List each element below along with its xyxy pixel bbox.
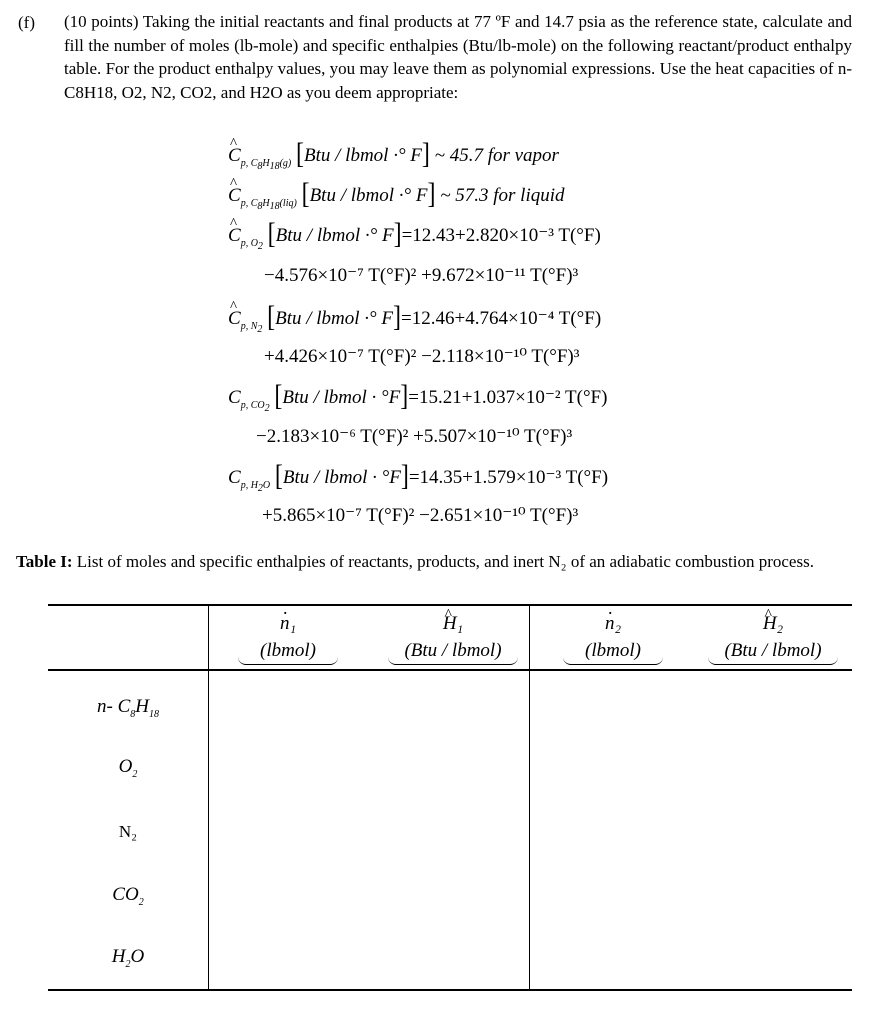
header-n2-symbol: . n₂ — [605, 610, 621, 638]
co2-line1-value: =15.21+1.037×10⁻² T(°F) — [408, 387, 608, 408]
equation-h2o-line1: $C_{p, H_2O}$ [Btu / lbmol · °F]=14.35+1.579×10⁻³ T(°F) — [228, 459, 609, 494]
header-h1-unit: (Btu / lbmol) — [388, 638, 518, 665]
header-n2 — [563, 610, 663, 665]
equation-n2-line2: +4.426×10⁻⁷ T(°F)² −2.118×10⁻¹⁰ T(°F)³ — [264, 346, 580, 367]
header-n1 — [238, 610, 338, 665]
header-n1-symbol: . n₁ — [280, 610, 296, 638]
header-h2-symbol: ^ H₂ — [763, 610, 783, 638]
table-caption-text: List of moles and specific enthalpies of reactants, products, and inert N₂ of an adiabatic combustion process. — [72, 552, 814, 571]
table-caption-bold: Table I: — [16, 552, 73, 571]
enthalpy-table — [48, 604, 852, 990]
table-header-rule — [48, 669, 852, 671]
table-col-divider-1 — [208, 604, 209, 990]
equation-o2-line2: −4.576×10⁻⁷ T(°F)² +9.672×10⁻¹¹ T(°F)³ — [264, 265, 579, 286]
n2-line1-value: =12.46+4.764×10⁻⁴ T(°F) — [401, 308, 602, 329]
equation-n2-line1: ^ $C_{p, N_2}$ [Btu / lbmol ·° F]=12.46+4.764×10⁻⁴ T(°F) — [228, 305, 601, 335]
table-caption — [16, 550, 856, 573]
equation-o2-line1: ^ $C_{p, O_2}$ [Btu / lbmol ·° F]=12.43+2.820×10⁻³ T(°F) — [228, 222, 601, 252]
header-h1-symbol: ^ H₁ — [443, 610, 463, 638]
header-n2-unit: (lbmol) — [563, 638, 663, 665]
equation-h2o-line2: +5.865×10⁻⁷ T(°F)² −2.651×10⁻¹⁰ T(°F)³ — [262, 505, 579, 526]
header-h1 — [388, 610, 518, 665]
row-label-octane: n- $C_8H_{18}$ — [97, 696, 159, 720]
equation-c8h18-vapor: ^ $C_{p, C_8H_{18}(g)}$ [Btu / lbmol ·° F] ~ 45.7 for vapor — [228, 142, 559, 172]
c8h18-liquid-value: ~ 57.3 for liquid — [440, 185, 565, 206]
row-label-water: $H_2O$ — [111, 946, 145, 970]
header-h2 — [708, 610, 838, 665]
header-h2-unit: (Btu / lbmol) — [708, 638, 838, 665]
o2-line1-value: =12.43+2.820×10⁻³ T(°F) — [401, 225, 601, 246]
row-label-carbon-dioxide: $CO_2$ — [112, 884, 144, 908]
row-label-oxygen: $O_2$ — [118, 756, 138, 780]
row-label-nitrogen: N₂ — [118, 822, 138, 841]
problem-label: (f) — [18, 13, 35, 32]
table-bottom-rule — [48, 989, 852, 991]
equation-co2-line1: $C_{p, CO_2}$ [Btu / lbmol · °F]=15.21+1.037×10⁻² T(°F) — [228, 379, 608, 414]
header-n1-unit: (lbmol) — [238, 638, 338, 665]
equation-c8h18-liquid: ^ $C_{p, C_8H_{18}(liq)}$ [Btu / lbmol ·° F] ~ 57.3 for liquid — [228, 182, 565, 212]
c8h18-vapor-value: ~ 45.7 for vapor — [434, 145, 559, 166]
table-col-divider-2 — [529, 604, 530, 990]
equation-co2-line2: −2.183×10⁻⁶ T(°F)² +5.507×10⁻¹⁰ T(°F)³ — [256, 426, 573, 447]
problem-statement: (10 points) Taking the initial reactants and final products at 77 ºF and 14.7 psia as the reference state, calculate and fill the number of moles (lb-mole) and specific enthalpies (Btu/lb-mole) on the following reactant/product enthalpy table. For the product enthalpy values, you may leave them as polynomial expressions. Use the heat capacities of n-C8H18, O2, N2, CO2, and H2O as you deem appropriate: — [64, 12, 852, 102]
h2o-line1-value: =14.35+1.579×10⁻³ T(°F) — [408, 467, 609, 488]
